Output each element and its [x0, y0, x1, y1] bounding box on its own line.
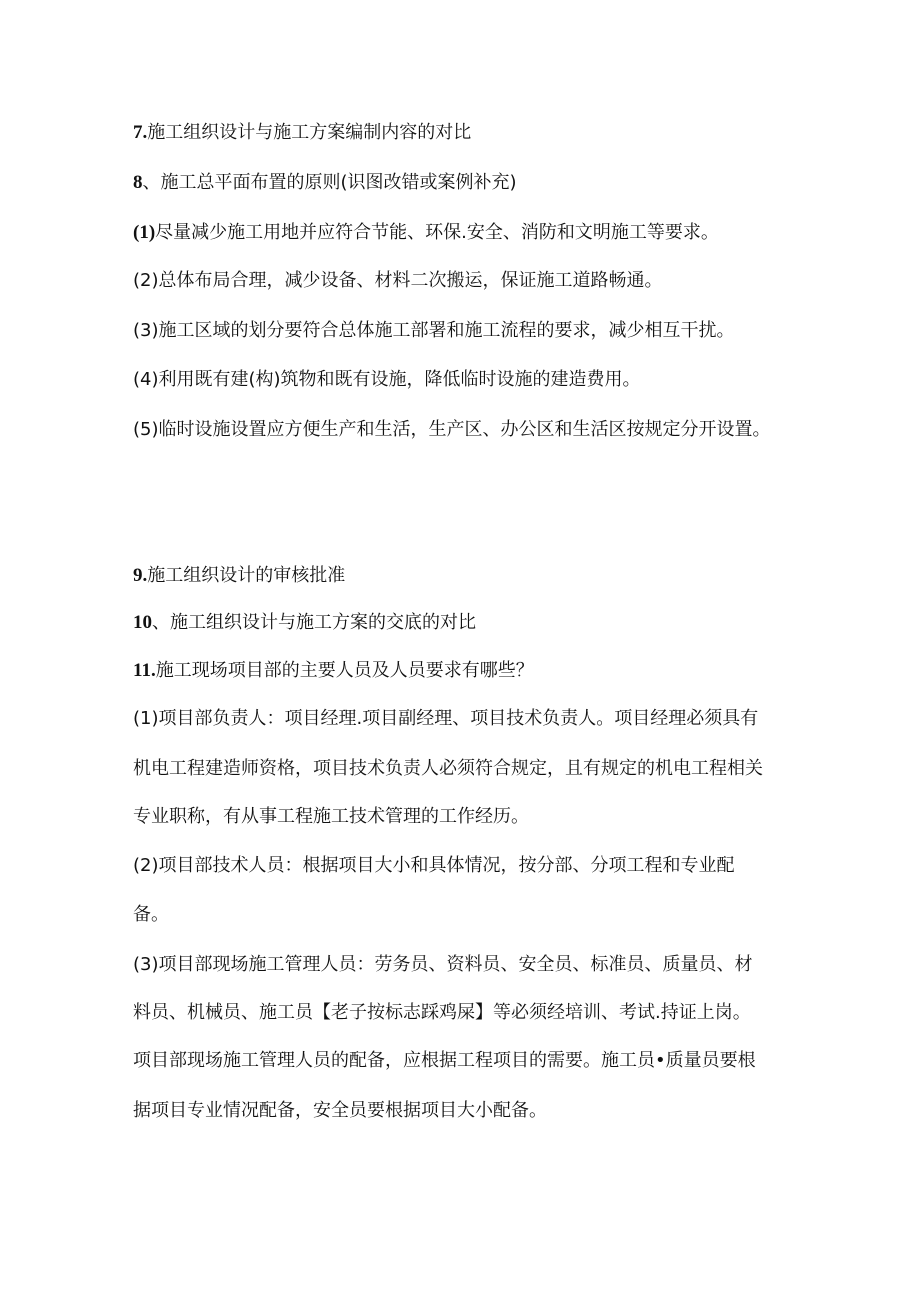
body-line: 项目部现场施工管理人员的配备，应根据工程项目的需要。施工员•质量员要根: [133, 1050, 756, 1071]
section-8-heading: [133, 171, 517, 195]
section-title: 施工组织设计的审核批准: [147, 565, 346, 586]
principle-text: 尽量减少施工用地并应符合节能、环保.安全、消防和文明施工等要求。: [155, 222, 719, 243]
body-line: (2)项目部技术人员：根据项目大小和具体情况，按分部、分项工程和专业配: [133, 855, 735, 876]
principle-4: (4)利用既有建(构)筑物和既有设施，降低临时设施的建造费用。: [133, 369, 641, 390]
body-line: (1)项目部负责人：项目经理.项目副经理、项目技术负责人。项目经理必须具有: [133, 708, 759, 729]
section-7-heading: [133, 121, 471, 145]
section-number: 11.: [133, 660, 156, 681]
body-line: 料员、机械员、施工员【老子按标志踩鸡屎】等必须经培训、考试.持证上岗。: [133, 1002, 751, 1023]
principle-number: (1): [133, 222, 156, 243]
section-title: 施工现场项目部的主要人员及人员要求有哪些？: [155, 660, 534, 681]
principle-1: [133, 221, 719, 245]
body-line: 备。: [133, 904, 169, 925]
section-number: 7.: [133, 122, 148, 143]
section-title: 、施工组织设计与施工方案的交底的对比: [152, 612, 476, 633]
body-line: (3)项目部现场施工管理人员：劳务员、资料员、安全员、标准员、质量员、材: [133, 954, 753, 975]
section-number: 8: [133, 172, 143, 193]
section-title: 施工组织设计与施工方案编制内容的对比: [147, 122, 472, 143]
section-11-heading: [133, 659, 534, 683]
section-number: 10: [133, 612, 152, 633]
principle-2: (2)总体布局合理，减少设备、材料二次搬运，保证施工道路畅通。: [133, 270, 663, 291]
body-line: 专业职称，有从事工程施工技术管理的工作经历。: [133, 806, 529, 827]
section-number: 9.: [133, 565, 148, 586]
section-9-heading: [133, 564, 345, 588]
principle-5: (5)临时设施设置应方便生产和生活，生产区、办公区和生活区按规定分开设置。: [133, 419, 771, 440]
section-title: 、施工总平面布置的原则(识图改错或案例补充): [142, 172, 517, 193]
body-line: 据项目专业情况配备，安全员要根据项目大小配备。: [133, 1100, 547, 1121]
section-10-heading: [133, 611, 476, 635]
principle-3: (3)施工区域的划分要符合总体施工部署和施工流程的要求，减少相互干扰。: [133, 320, 735, 341]
body-line: 机电工程建造师资格，项目技术负责人必须符合规定，且有规定的机电工程相关: [133, 758, 763, 779]
